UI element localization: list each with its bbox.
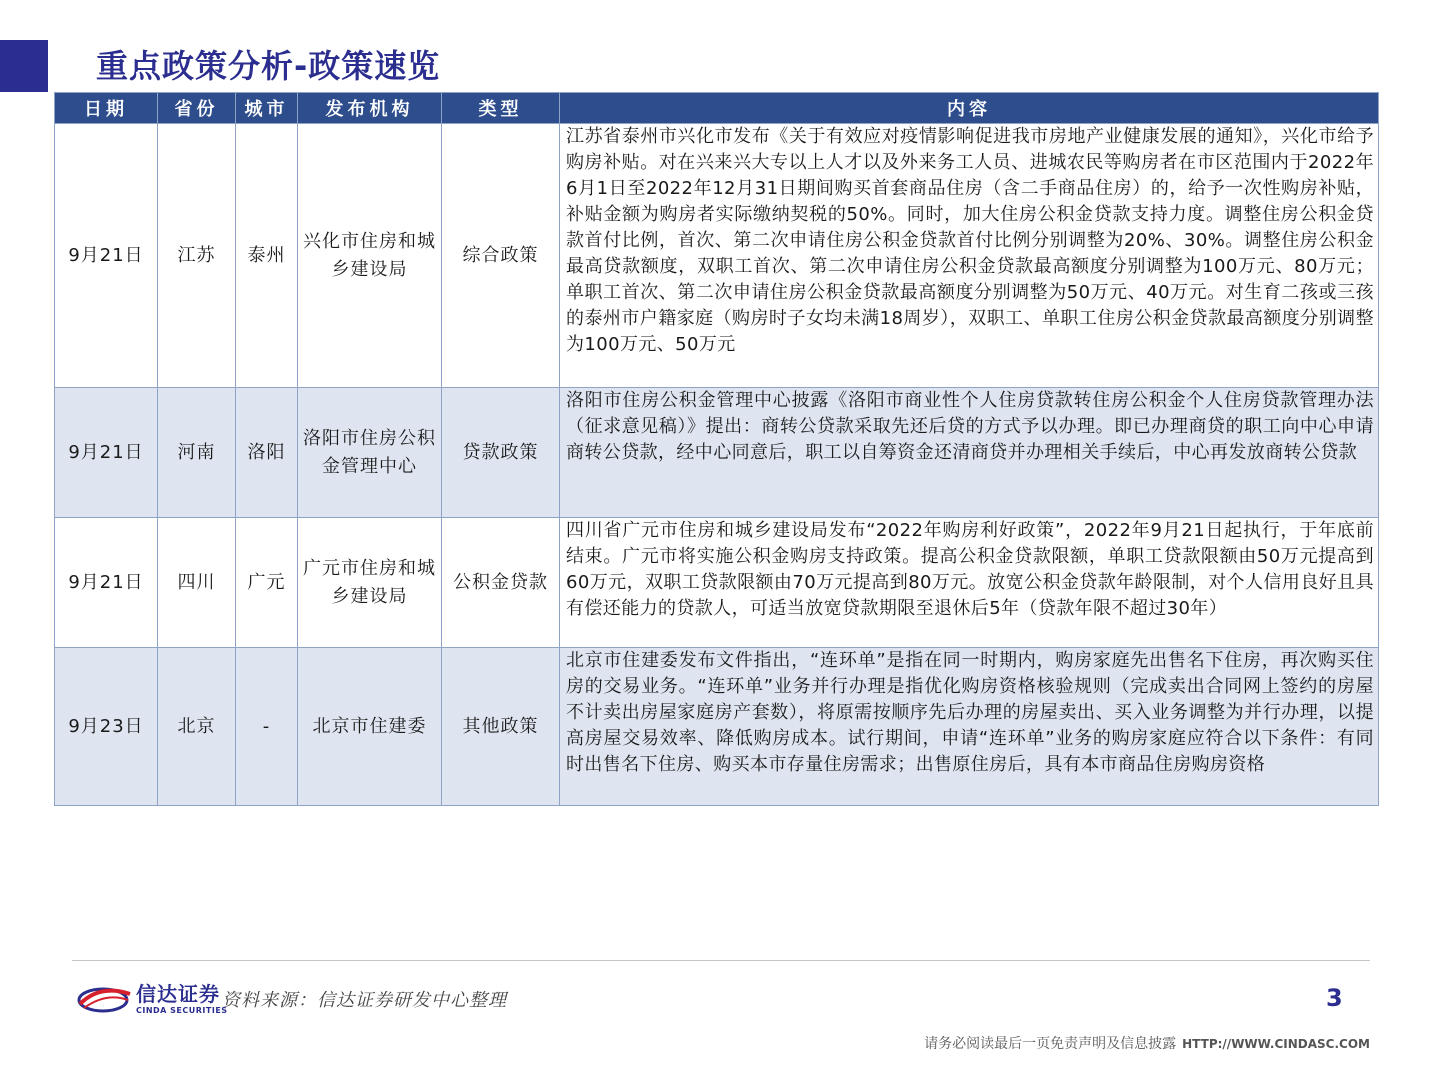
disclaimer [924, 1033, 1370, 1053]
cell-date: 9月21日 [55, 124, 158, 388]
cinda-logo-icon [76, 982, 134, 1016]
header-content: 内容 [560, 93, 1379, 124]
header-type: 类型 [442, 93, 560, 124]
source-note: 资料来源：信达证券研发中心整理 [222, 990, 507, 1011]
cell-type: 其他政策 [442, 648, 560, 806]
cell-agency: 广元市住房和城乡建设局 [298, 518, 442, 648]
website-link[interactable]: HTTP://WWW.CINDASC.COM [1182, 1037, 1370, 1051]
corner-accent-block [0, 40, 48, 92]
cell-city: 广元 [236, 518, 298, 648]
cell-agency: 北京市住建委 [298, 648, 442, 806]
cell-content: 江苏省泰州市兴化市发布《关于有效应对疫情影响促进我市房地产业健康发展的通知》，兴化市给予购房补贴。对在兴来兴大专以上人才以及外来务工人员、进城农民等购房者在市区范围内于2022年6月1日至2022年12月31日期间购买首套商品住房（含二手商品住房）的，给予一次性购房补贴，补贴金额为购房者实际缴纳契税的50%。同时，加大住房公积金贷款支持力度。调整住房公积金贷款首付比例，首次、第二次申请住房公积金贷款首付比例分别调整为20%、30%。调整住房公积金最高贷款额度，双职工首次、第二次申请住房公积金贷款最高额度分别调整为100万元、80万元；单职工首次、第二次申请住房公积金贷款最高额度分别调整为50万元、40万元。对生育二孩或三孩的泰州市户籍家庭（购房时子女均未满18周岁），双职工、单职工住房公积金贷款最高额度分别调整为100万元、50万元 [560, 124, 1379, 388]
table-row [55, 388, 1379, 518]
cell-type: 综合政策 [442, 124, 560, 388]
cell-content: 洛阳市住房公积金管理中心披露《洛阳市商业性个人住房贷款转住房公积金个人住房贷款管理办法（征求意见稿）》提出：商转公贷款采取先还后贷的方式予以办理。即已办理商贷的职工向中心申请商转公贷款，经中心同意后，职工以自筹资金还清商贷并办理相关手续后，中心再发放商转公贷款 [560, 388, 1379, 518]
header-province: 省份 [158, 93, 236, 124]
cell-type: 公积金贷款 [442, 518, 560, 648]
table-row [55, 518, 1379, 648]
logo-name: 信达证券 [136, 982, 220, 1006]
disclaimer-text: 请务必阅读最后一页免责声明及信息披露 [924, 1036, 1177, 1052]
cell-date: 9月23日 [55, 648, 158, 806]
policy-table [54, 92, 1379, 806]
header-date: 日期 [55, 93, 158, 124]
cell-agency: 兴化市住房和城乡建设局 [298, 124, 442, 388]
cell-content: 北京市住建委发布文件指出，“连环单”是指在同一时期内，购房家庭先出售名下住房，再次购买住房的交易业务。“连环单”业务并行办理是指优化购房资格核验规则（完成卖出合同网上签约的房屋不计卖出房屋家庭房产套数），将原需按顺序先后办理的房屋卖出、买入业务调整为并行办理，以提高房屋交易效率、降低购房成本。试行期间，申请“连环单”业务的购房家庭应符合以下条件：有同时出售名下住房、购买本市存量住房需求；出售原住房后，具有本市商品住房购房资格 [560, 648, 1379, 806]
footer-divider [72, 960, 1370, 961]
header-city: 城市 [236, 93, 298, 124]
cell-province: 河南 [158, 388, 236, 518]
cell-agency: 洛阳市住房公积金管理中心 [298, 388, 442, 518]
page-number: 3 [1326, 984, 1343, 1012]
cell-content: 四川省广元市住房和城乡建设局发布“2022年购房利好政策”，2022年9月21日起执行，于年底前结束。广元市将实施公积金购房支持政策。提高公积金贷款限额，单职工贷款限额由50万元提高到60万元，双职工贷款限额由70万元提高到80万元。放宽公积金贷款年龄限制，对个人信用良好且具有偿还能力的贷款人，可适当放宽贷款期限至退休后5年（贷款年限不超过30年） [560, 518, 1379, 648]
cell-date: 9月21日 [55, 518, 158, 648]
cell-province: 四川 [158, 518, 236, 648]
header-agency: 发布机构 [298, 93, 442, 124]
cell-province: 北京 [158, 648, 236, 806]
table-row [55, 124, 1379, 388]
cell-city: 洛阳 [236, 388, 298, 518]
table-header-row [55, 93, 1379, 124]
cell-city: 泰州 [236, 124, 298, 388]
cell-city: - [236, 648, 298, 806]
logo-name-en: CINDA SECURITIES [136, 1006, 228, 1015]
page-title: 重点政策分析-政策速览 [96, 47, 441, 85]
cell-province: 江苏 [158, 124, 236, 388]
cell-date: 9月21日 [55, 388, 158, 518]
cell-type: 贷款政策 [442, 388, 560, 518]
table-row [55, 648, 1379, 806]
